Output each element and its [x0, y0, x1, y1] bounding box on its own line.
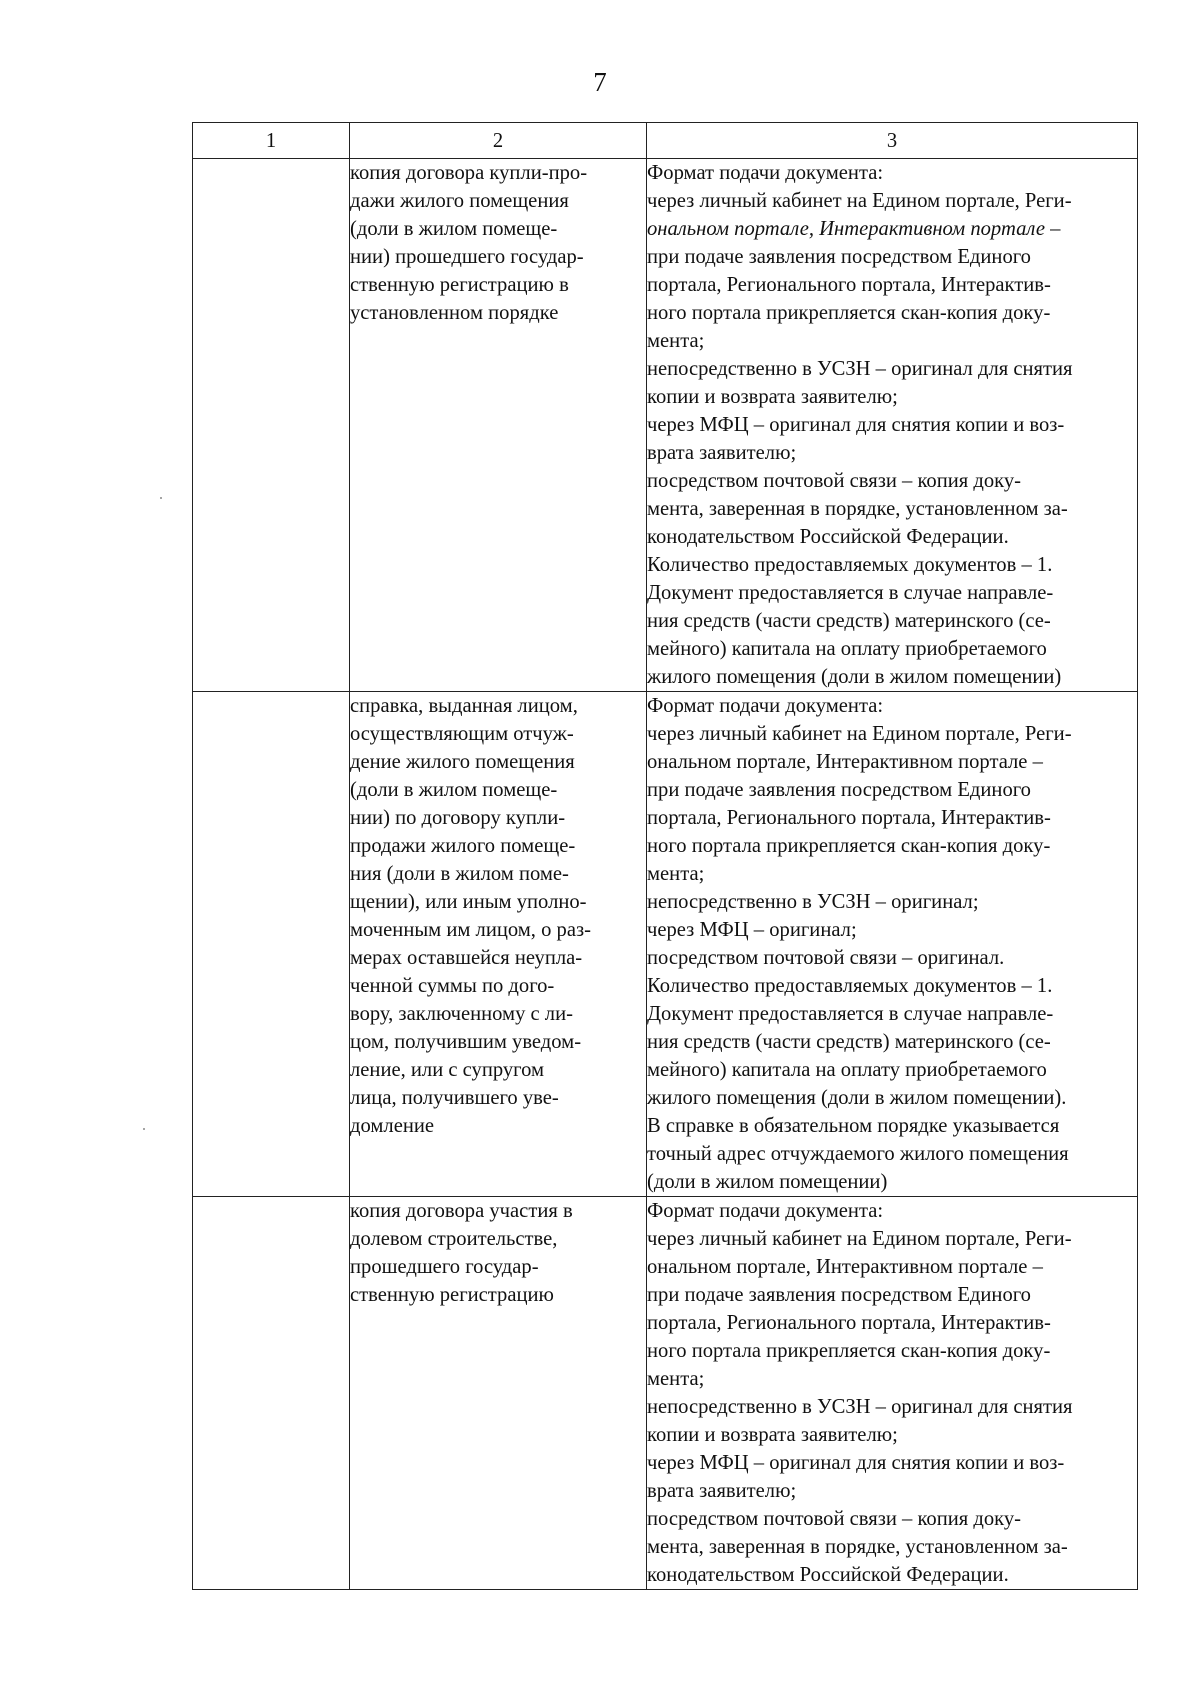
text-line: лица, получившего уве-: [350, 1087, 559, 1109]
text-line: копия договора купли-про-: [350, 162, 588, 184]
text-line: посредством почтовой связи – копия доку-: [647, 470, 1022, 492]
text-line: мента, заверенная в порядке, установленном за-: [647, 498, 1068, 520]
text-line: мента;: [647, 1368, 705, 1390]
text-line: долевом строительстве,: [350, 1228, 558, 1250]
text-line: осуществляющим отчуж-: [350, 723, 574, 745]
text-line: мейного) капитала на оплату приобретаемого: [647, 1059, 1047, 1081]
cell-submission-format: [647, 692, 1138, 1197]
text-line: через личный кабинет на Едином портале, Реги-: [647, 1228, 1072, 1250]
text-line: ния средств (части средств) материнского (се-: [647, 610, 1051, 632]
text-line: мерах оставшейся неупла-: [350, 947, 583, 969]
text-line: портала, Регионального портала, Интерактив-: [647, 807, 1051, 829]
text-line: мента;: [647, 863, 705, 885]
text-line: Формат подачи документа:: [647, 162, 884, 184]
text-line: ональном портале, Интерактивном портале –: [647, 218, 1061, 240]
text-line: копия договора участия в: [350, 1200, 573, 1222]
text-line: через МФЦ – оригинал для снятия копии и воз-: [647, 1452, 1065, 1474]
text-line: нии) прошедшего государ-: [350, 246, 584, 268]
text-line: щении), или иным уполно-: [350, 891, 587, 913]
scan-speck: [143, 1128, 145, 1130]
column-header-1: 1: [193, 123, 350, 159]
text-line: В справке в обязательном порядке указывается: [647, 1115, 1060, 1137]
text-line: ния (доли в жилом поме-: [350, 863, 569, 885]
table-row: [193, 1197, 1138, 1590]
text-line: жилого помещения (доли в жилом помещении).: [647, 1087, 1067, 1109]
document-table: [192, 122, 1138, 1590]
text-line: Документ предоставляется в случае направле-: [647, 582, 1054, 604]
text-line: ченной суммы по дого-: [350, 975, 555, 997]
page-number: 7: [593, 67, 607, 97]
cell-document-name: [350, 159, 647, 692]
text-line: ния средств (части средств) материнского (се-: [647, 1031, 1051, 1053]
text-line: Документ предоставляется в случае направле-: [647, 1003, 1054, 1025]
text-line: Формат подачи документа:: [647, 1200, 884, 1222]
text-line: мейного) капитала на оплату приобретаемого: [647, 638, 1047, 660]
text-line: копии и возврата заявителю;: [647, 386, 898, 408]
text-line: ление, или с супругом: [350, 1059, 545, 1081]
scan-speck: [160, 497, 162, 499]
table-header-row: [193, 123, 1138, 159]
text-line: установленном порядке: [350, 302, 559, 324]
text-line: портала, Регионального портала, Интерактив-: [647, 1312, 1051, 1334]
column-header-2: 2: [350, 123, 647, 159]
cell-document-name: [350, 692, 647, 1197]
text-line: (доли в жилом помеще-: [350, 779, 558, 801]
text-line: цом, получившим уведом-: [350, 1031, 582, 1053]
cell-submission-format: [647, 159, 1138, 692]
text-line: ональном портале, Интерактивном портале –: [647, 751, 1043, 773]
text-line: через МФЦ – оригинал;: [647, 919, 857, 941]
cell-col1: [193, 159, 350, 692]
text-line: вору, заключенному с ли-: [350, 1003, 573, 1025]
text-line: ственную регистрацию: [350, 1284, 554, 1306]
text-line: врата заявителю;: [647, 1480, 797, 1502]
text-line: через МФЦ – оригинал для снятия копии и воз-: [647, 414, 1065, 436]
text-line: ональном портале, Интерактивном портале –: [647, 1256, 1043, 1278]
text-line: врата заявителю;: [647, 442, 797, 464]
text-line: (доли в жилом помещении): [647, 1171, 888, 1193]
text-line: конодательством Российской Федерации.: [647, 526, 1009, 548]
text-line: мента;: [647, 330, 705, 352]
cell-submission-format: [647, 1197, 1138, 1590]
text-line: через личный кабинет на Едином портале, Реги-: [647, 723, 1072, 745]
text-line: дажи жилого помещения: [350, 190, 569, 212]
text-line: непосредственно в УСЗН – оригинал для снятия: [647, 1396, 1073, 1418]
table-row: [193, 692, 1138, 1197]
cell-document-name: [350, 1197, 647, 1590]
table-body: [193, 159, 1138, 1590]
text-line: (доли в жилом помеще-: [350, 218, 558, 240]
text-line: моченным им лицом, о раз-: [350, 919, 591, 941]
text-line: Количество предоставляемых документов – 1.: [647, 554, 1053, 576]
text-line: дение жилого помещения: [350, 751, 575, 773]
text-line: прошедшего государ-: [350, 1256, 539, 1278]
text-line: посредством почтовой связи – оригинал.: [647, 947, 1005, 969]
text-line: жилого помещения (доли в жилом помещении): [647, 666, 1062, 688]
text-line: точный адрес отчуждаемого жилого помещения: [647, 1143, 1069, 1165]
text-line: при подаче заявления посредством Единого: [647, 246, 1031, 268]
cell-col1: [193, 692, 350, 1197]
text-line: домление: [350, 1115, 435, 1137]
text-line: конодательством Российской Федерации.: [647, 1564, 1009, 1586]
text-line: при подаче заявления посредством Единого: [647, 779, 1031, 801]
text-line: ственную регистрацию в: [350, 274, 569, 296]
text-line: ного портала прикрепляется скан-копия доку-: [647, 835, 1051, 857]
text-line: ного портала прикрепляется скан-копия доку-: [647, 1340, 1051, 1362]
text-line: справка, выданная лицом,: [350, 695, 578, 717]
column-header-3: 3: [647, 123, 1138, 159]
text-line: посредством почтовой связи – копия доку-: [647, 1508, 1022, 1530]
text-line: через личный кабинет на Едином портале, Реги-: [647, 190, 1072, 212]
text-line: копии и возврата заявителю;: [647, 1424, 898, 1446]
text-line: непосредственно в УСЗН – оригинал;: [647, 891, 979, 913]
text-line: непосредственно в УСЗН – оригинал для снятия: [647, 358, 1073, 380]
table-row: [193, 159, 1138, 692]
text-line: мента, заверенная в порядке, установленном за-: [647, 1536, 1068, 1558]
text-line: Формат подачи документа:: [647, 695, 884, 717]
cell-col1: [193, 1197, 350, 1590]
text-line: портала, Регионального портала, Интерактив-: [647, 274, 1051, 296]
text-line: продажи жилого помеще-: [350, 835, 576, 857]
text-line: ного портала прикрепляется скан-копия доку-: [647, 302, 1051, 324]
text-line: Количество предоставляемых документов – 1.: [647, 975, 1053, 997]
text-line: нии) по договору купли-: [350, 807, 566, 829]
text-line: при подаче заявления посредством Единого: [647, 1284, 1031, 1306]
